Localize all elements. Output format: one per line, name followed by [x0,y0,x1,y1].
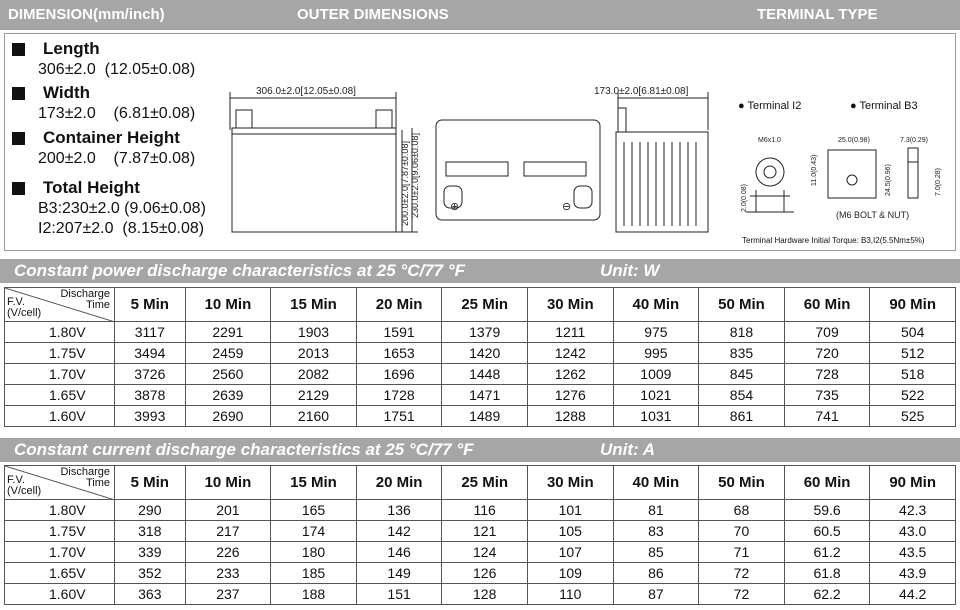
column-header: 10 Min [185,288,271,322]
current-section-title [0,438,960,462]
value-cell: 709 [784,322,870,343]
value-cell: 226 [185,542,271,563]
value-cell: 3117 [115,322,186,343]
table-header-row [5,288,956,322]
value-cell: 1591 [356,322,442,343]
value-cell: 3993 [115,406,186,427]
value-cell: 1903 [271,322,357,343]
fv-cell: 1.75V [5,521,115,542]
dim-total-height [12,178,206,238]
table-row [5,563,956,584]
value-cell: 522 [870,385,956,406]
table-row [5,322,956,343]
value-cell: 339 [115,542,186,563]
value-cell: 1728 [356,385,442,406]
value-cell: 735 [784,385,870,406]
value-cell: 2013 [271,343,357,364]
column-header: 5 Min [115,466,186,500]
value-cell: 146 [356,542,442,563]
table-corner-cell [5,288,115,322]
corner-discharge-label: Discharge Time [60,466,110,489]
value-cell: 1751 [356,406,442,427]
value-cell: 861 [699,406,785,427]
value-cell: 188 [271,584,357,605]
dim-value: 306±2.0 (12.05±0.08) [38,61,196,78]
value-cell: 124 [442,542,528,563]
value-cell: 86 [613,563,699,584]
value-cell: 2459 [185,343,271,364]
dim-11-label: 11.0(0.43) [811,154,818,186]
value-cell: 42.3 [870,500,956,521]
value-cell: 126 [442,563,528,584]
value-cell: 61.8 [784,563,870,584]
column-header: 40 Min [613,288,699,322]
terminal-i2-label: ● Terminal I2 [738,100,802,112]
value-cell: 1471 [442,385,528,406]
column-header: 20 Min [356,466,442,500]
power-section-title [0,259,960,283]
dim-label: Total Height [43,178,140,197]
dim-value: B3:230±2.0 (9.06±0.08) [38,200,206,217]
fv-cell: 1.70V [5,542,115,563]
minus-terminal-icon: ⊖ [562,201,572,213]
bullet-square-icon [12,43,25,56]
value-cell: 1242 [527,343,613,364]
table-row [5,500,956,521]
dim-20-label: 2.0(0.08) [741,183,748,212]
column-header: 50 Min [699,288,785,322]
battery-side-view [232,128,396,232]
value-cell: 3726 [115,364,186,385]
value-cell: 1288 [527,406,613,427]
dim-label: Length [43,39,100,58]
value-cell: 2160 [271,406,357,427]
fv-cell: 1.75V [5,343,115,364]
value-cell: 59.6 [784,500,870,521]
fv-cell: 1.70V [5,364,115,385]
value-cell: 43.5 [870,542,956,563]
dim-label: Container Height [43,128,180,147]
fv-cell: 1.60V [5,406,115,427]
value-cell: 2291 [185,322,271,343]
column-header: 30 Min [527,288,613,322]
value-cell: 81 [613,500,699,521]
column-header: 40 Min [613,466,699,500]
value-cell: 44.2 [870,584,956,605]
length-dim-text: 306.0±2.0[12.05±0.08] [256,86,356,97]
value-cell: 1276 [527,385,613,406]
value-cell: 165 [271,500,357,521]
value-cell: 185 [271,563,357,584]
bullet-square-icon [12,87,25,100]
value-cell: 87 [613,584,699,605]
bullet-square-icon [12,132,25,145]
power-title-text: Constant power discharge characteristics at 25 °C/77 °F [14,261,466,280]
value-cell: 85 [613,542,699,563]
terminal-type-title: TERMINAL TYPE [757,6,878,23]
dim-container-height [12,128,195,168]
table-row [5,385,956,406]
value-cell: 741 [784,406,870,427]
table-row [5,584,956,605]
value-cell: 1420 [442,343,528,364]
power-discharge-table [4,287,956,427]
column-header: 25 Min [442,466,528,500]
value-cell: 128 [442,584,528,605]
battery-drawing [226,50,952,250]
value-cell: 72 [699,584,785,605]
value-cell: 110 [527,584,613,605]
value-cell: 1448 [442,364,528,385]
value-cell: 149 [356,563,442,584]
value-cell: 109 [527,563,613,584]
value-cell: 142 [356,521,442,542]
table-row [5,364,956,385]
value-cell: 1379 [442,322,528,343]
corner-fv-label: F.V. (V/cell) [7,474,42,497]
value-cell: 2129 [271,385,357,406]
value-cell: 217 [185,521,271,542]
value-cell: 1211 [527,322,613,343]
power-unit-text: Unit: W [600,261,660,280]
dim-25-label: 25.0(0.98) [838,137,870,144]
value-cell: 105 [527,521,613,542]
value-cell: 201 [185,500,271,521]
fv-cell: 1.65V [5,385,115,406]
value-cell: 1031 [613,406,699,427]
value-cell: 237 [185,584,271,605]
column-header: 25 Min [442,288,528,322]
total-height-text: 230.0±2.0[9.06±0.08] [410,133,420,218]
value-cell: 71 [699,542,785,563]
column-header: 90 Min [870,466,956,500]
value-cell: 68 [699,500,785,521]
value-cell: 363 [115,584,186,605]
table-row [5,542,956,563]
table-header-row [5,466,956,500]
dim-value: 200±2.0 (7.87±0.08) [38,150,196,167]
bullet-square-icon [12,182,25,195]
dim-73-label: 7.3(0.29) [900,137,929,144]
value-cell: 352 [115,563,186,584]
dim-value: 173±2.0 (6.81±0.08) [38,105,196,122]
dim-70-label: 7.0(0.28) [935,167,942,196]
value-cell: 62.2 [784,584,870,605]
terminal-b3-label: ● Terminal B3 [850,100,918,112]
table-corner-cell [5,466,115,500]
value-cell: 818 [699,322,785,343]
corner-discharge-label: Discharge Time [60,288,110,311]
value-cell: 151 [356,584,442,605]
battery-top-view [436,120,600,220]
container-height-text: 200.0±2.0[7.87±0.08] [400,141,410,226]
value-cell: 3878 [115,385,186,406]
dim-label: Width [43,83,91,102]
value-cell: 2690 [185,406,271,427]
value-cell: 121 [442,521,528,542]
value-cell: 43.0 [870,521,956,542]
dim-length [12,39,195,79]
column-header: 15 Min [271,466,357,500]
value-cell: 504 [870,322,956,343]
table-row [5,521,956,542]
outer-dimensions-title: OUTER DIMENSIONS [297,6,449,23]
column-header: 5 Min [115,288,186,322]
value-cell: 518 [870,364,956,385]
value-cell: 290 [115,500,186,521]
column-header: 30 Min [527,466,613,500]
value-cell: 2082 [271,364,357,385]
column-header: 20 Min [356,288,442,322]
column-header: 60 Min [784,466,870,500]
column-header: 15 Min [271,288,357,322]
plus-terminal-icon: ⊕ [450,201,460,213]
value-cell: 318 [115,521,186,542]
value-cell: 1262 [527,364,613,385]
value-cell: 1696 [356,364,442,385]
value-cell: 3494 [115,343,186,364]
value-cell: 995 [613,343,699,364]
value-cell: 70 [699,521,785,542]
value-cell: 2560 [185,364,271,385]
dim-value-2: I2:207±2.0 (8.15±0.08) [38,220,205,237]
dim-width [12,83,195,123]
value-cell: 83 [613,521,699,542]
terminal-b3-icon [828,150,876,198]
bolt-label: (M6 BOLT & NUT) [836,210,910,220]
current-unit-text: Unit: A [600,440,656,459]
value-cell: 1009 [613,364,699,385]
column-header: 60 Min [784,288,870,322]
corner-fv-label: F.V. (V/cell) [7,296,42,319]
value-cell: 854 [699,385,785,406]
value-cell: 72 [699,563,785,584]
value-cell: 101 [527,500,613,521]
value-cell: 1021 [613,385,699,406]
column-header: 10 Min [185,466,271,500]
dimension-header-bar [0,0,960,30]
column-header: 50 Min [699,466,785,500]
dimension-title: DIMENSION(mm/inch) [8,6,165,23]
terminal-i2-icon [756,158,784,186]
value-cell: 60.5 [784,521,870,542]
value-cell: 845 [699,364,785,385]
value-cell: 233 [185,563,271,584]
value-cell: 174 [271,521,357,542]
value-cell: 116 [442,500,528,521]
column-header: 90 Min [870,288,956,322]
torque-note: Terminal Hardware Initial Torque: B3,I2(5.5Nm±5%) [742,236,925,245]
current-discharge-table [4,465,956,605]
value-cell: 835 [699,343,785,364]
value-cell: 720 [784,343,870,364]
value-cell: 43.9 [870,563,956,584]
current-title-text: Constant current discharge characteristics at 25 °C/77 °F [14,440,474,459]
table-row [5,343,956,364]
fv-cell: 1.60V [5,584,115,605]
value-cell: 1489 [442,406,528,427]
m6-label: M6x1.0 [758,137,781,144]
value-cell: 136 [356,500,442,521]
fv-cell: 1.65V [5,563,115,584]
width-dim-text: 173.0±2.0[6.81±0.08] [594,86,689,97]
value-cell: 728 [784,364,870,385]
value-cell: 107 [527,542,613,563]
value-cell: 2639 [185,385,271,406]
battery-end-view [616,132,708,232]
fv-cell: 1.80V [5,322,115,343]
dim-245-label: 24.5(0.96) [885,164,892,196]
value-cell: 975 [613,322,699,343]
fv-cell: 1.80V [5,500,115,521]
value-cell: 1653 [356,343,442,364]
table-row [5,406,956,427]
value-cell: 512 [870,343,956,364]
value-cell: 525 [870,406,956,427]
value-cell: 61.2 [784,542,870,563]
value-cell: 180 [271,542,357,563]
